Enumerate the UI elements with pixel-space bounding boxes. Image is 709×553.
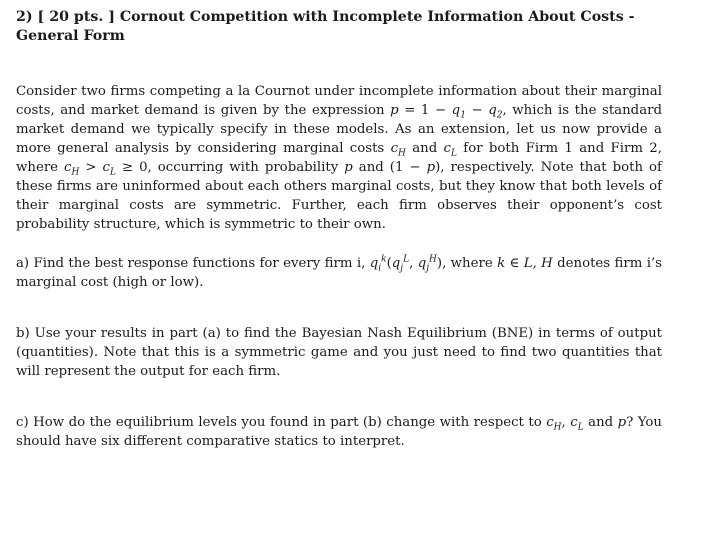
part-c-text-2: , <box>561 415 571 430</box>
intro-text-7: , respectively. Note that both of these firms are uninformed about each others marginal costs, but they know that both levels of their marginal costs are symmetric. Further, each firm observes their opponent’s cost probability structure, which is symmetric to their own. <box>16 160 662 232</box>
math-q1: q <box>451 103 461 118</box>
math-cost-order: c <box>64 160 72 175</box>
part-a-paragraph <box>16 254 662 292</box>
part-a-text-3: denotes firm i’s marginal cost (high or low). <box>16 256 662 290</box>
math-best-response: $q_i^k(q_j^L$, $q_j^H$) <box>369 254 443 274</box>
part-a-text-2: , where <box>442 256 498 271</box>
points-label: [ 20 pts. ] <box>37 9 115 25</box>
question-title: Cornout Competition with Incomplete Information About Costs - General Form <box>16 9 635 44</box>
part-c-text-1: c) How do the equilibrium levels you found in part (b) change with respect to <box>16 415 547 430</box>
math-cL: c <box>443 141 451 156</box>
math-q2: q <box>488 103 497 118</box>
math-cL-c: c <box>570 415 578 430</box>
intro-paragraph: Consider two firms competing a la Cournot under incomplete information about their marginal costs, and market demand is given by the expression $p = 1 - q_1 - q_2$, which is the standard market demand we typically specify in these models. As an extension, let us now provide a more general analysis by considering marginal costs $c_H$ and $c_L$ for both Firm 1 and Firm 2, where $c_H > c_L \ge 0$, occurring with probability p and (1 − p), respectively. Note that both of these firms are uninformed about each others marginal costs, but they know that both levels of their marginal costs are symmetric. Further, each firm observes their opponent’s cost probability structure, which is symmetric to their own. <box>16 84 662 232</box>
intro-text-1: Consider two firms competing a la Cournot under incomplete information about their marginal costs, and market demand is given by the expression <box>16 84 662 118</box>
sub-L: L <box>451 148 457 159</box>
intro-text-5: , occurring with probability <box>147 160 345 175</box>
demand-equation: p <box>390 103 399 118</box>
math-p: p <box>344 160 353 175</box>
question-number: 2) <box>16 9 33 25</box>
intro-text-4: for both Firm 1 and Firm 2, where <box>16 141 662 175</box>
intro-text-2: , which is the standard market demand we typically specify in these models. As an extension, let us now provide a more general analysis by considering marginal costs <box>16 103 662 156</box>
math-k-set: k ∈ L, H <box>497 256 553 271</box>
math-cH-c: c <box>546 415 554 430</box>
math-cH: c <box>390 141 399 156</box>
question-heading <box>16 8 662 46</box>
sub-H: H <box>398 148 406 159</box>
part-c-paragraph: c) How do the equilibrium levels you found in part (b) change with respect to $c_H$, $c_L$ and p? You should have six different comparative statics to interpret. <box>16 415 662 449</box>
part-a-text-1: a) Find the best response functions for every firm i, <box>16 256 370 271</box>
intro-text-6: and <box>352 160 390 175</box>
math-one-minus-p: (1 − p) <box>389 160 441 175</box>
question-page <box>16 8 662 451</box>
part-b-paragraph: b) Use your results in part (a) to find the Bayesian Nash Equilibrium (BNE) in terms of output (quantities). Note that this is a symmetric game and you just need to find two quantities that will represent the output for each firm. <box>16 326 662 379</box>
part-c-text-3: and <box>583 415 618 430</box>
math-p-c: p <box>617 415 627 430</box>
intro-text-3: and <box>405 141 444 156</box>
part-c-text-4: ? You should have six different comparative statics to interpret. <box>16 415 662 449</box>
